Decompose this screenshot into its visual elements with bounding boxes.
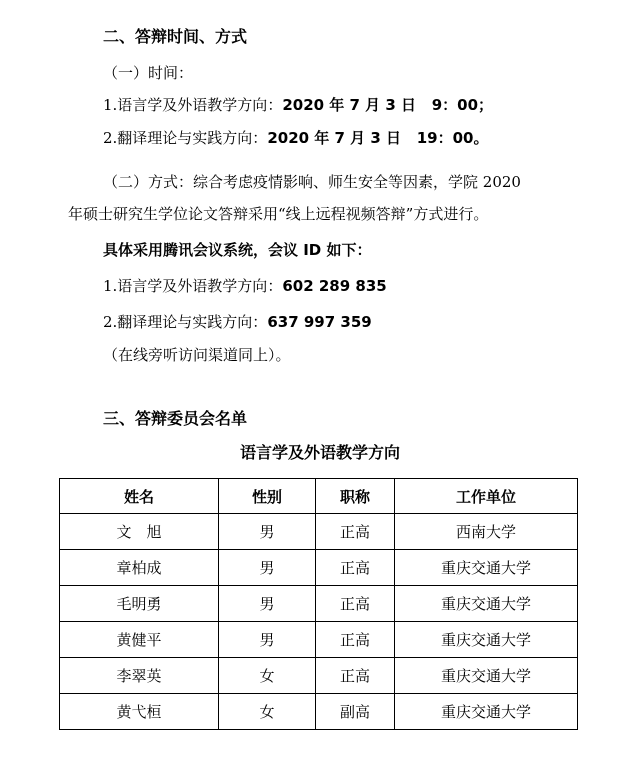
member-workplace: 西南大学 <box>395 514 578 550</box>
time-item-value: 2020 年 7 月 3 日 19：00。 <box>267 129 489 147</box>
member-workplace: 重庆交通大学 <box>395 694 578 730</box>
section-3-heading: 三、答辩委员会名单 <box>103 409 248 428</box>
member-workplace: 重庆交通大学 <box>395 658 578 694</box>
member-gender: 男 <box>219 622 316 658</box>
member-name: 章柏成 <box>60 550 219 586</box>
member-gender: 女 <box>219 658 316 694</box>
member-title: 副高 <box>316 694 395 730</box>
table-row <box>60 622 578 658</box>
meeting-id-prefix: 1.语言学及外语教学方向： <box>103 277 283 295</box>
member-name: 毛明勇 <box>60 586 219 622</box>
member-gender: 男 <box>219 514 316 550</box>
member-name: 李翠英 <box>60 658 219 694</box>
time-item-translation <box>103 128 488 148</box>
member-gender: 男 <box>219 550 316 586</box>
meeting-id-linguistics <box>103 276 387 296</box>
column-header-title: 职称 <box>316 479 395 514</box>
system-line: 具体采用腾讯会议系统，会议 ID 如下： <box>103 241 372 259</box>
meeting-id-translation <box>103 312 372 332</box>
meeting-id-value: 602 289 835 <box>282 277 387 295</box>
table-row <box>60 694 578 730</box>
table-title: 语言学及外语教学方向 <box>239 443 400 462</box>
member-workplace: 重庆交通大学 <box>395 622 578 658</box>
table-header-row <box>60 479 578 514</box>
member-gender: 女 <box>219 694 316 730</box>
member-workplace: 重庆交通大学 <box>395 550 578 586</box>
time-label: （一）时间： <box>103 64 194 82</box>
method-line-1: （二）方式：综合考虑疫情影响、师生安全等因素，学院 2020 <box>103 173 521 191</box>
time-item-prefix: 2.翻译理论与实践方向： <box>103 129 268 147</box>
member-title: 正高 <box>316 586 395 622</box>
member-title: 正高 <box>316 514 395 550</box>
time-item-prefix: 1.语言学及外语教学方向： <box>103 96 283 114</box>
table-row <box>60 658 578 694</box>
table-row <box>60 514 578 550</box>
member-name: 黄弋桓 <box>60 694 219 730</box>
table-row <box>60 586 578 622</box>
column-header-gender: 性别 <box>219 479 316 514</box>
column-header-name: 姓名 <box>60 479 219 514</box>
section-2-heading: 二、答辩时间、方式 <box>103 27 248 46</box>
member-title: 正高 <box>316 622 395 658</box>
member-title: 正高 <box>316 658 395 694</box>
member-name: 黄健平 <box>60 622 219 658</box>
meeting-id-prefix: 2.翻译理论与实践方向： <box>103 313 268 331</box>
member-name: 文 旭 <box>60 514 219 550</box>
method-line-2: 年硕士研究生学位论文答辩采用“线上远程视频答辩”方式进行。 <box>68 205 489 223</box>
member-workplace: 重庆交通大学 <box>395 586 578 622</box>
column-header-workplace: 工作单位 <box>395 479 578 514</box>
audit-note: （在线旁听访问渠道同上）。 <box>103 346 291 364</box>
meeting-id-value: 637 997 359 <box>267 313 372 331</box>
member-title: 正高 <box>316 550 395 586</box>
member-gender: 男 <box>219 586 316 622</box>
table-row <box>60 550 578 586</box>
time-item-value: 2020 年 7 月 3 日 9：00； <box>282 96 494 114</box>
time-item-linguistics <box>103 95 493 115</box>
committee-table <box>59 478 578 730</box>
